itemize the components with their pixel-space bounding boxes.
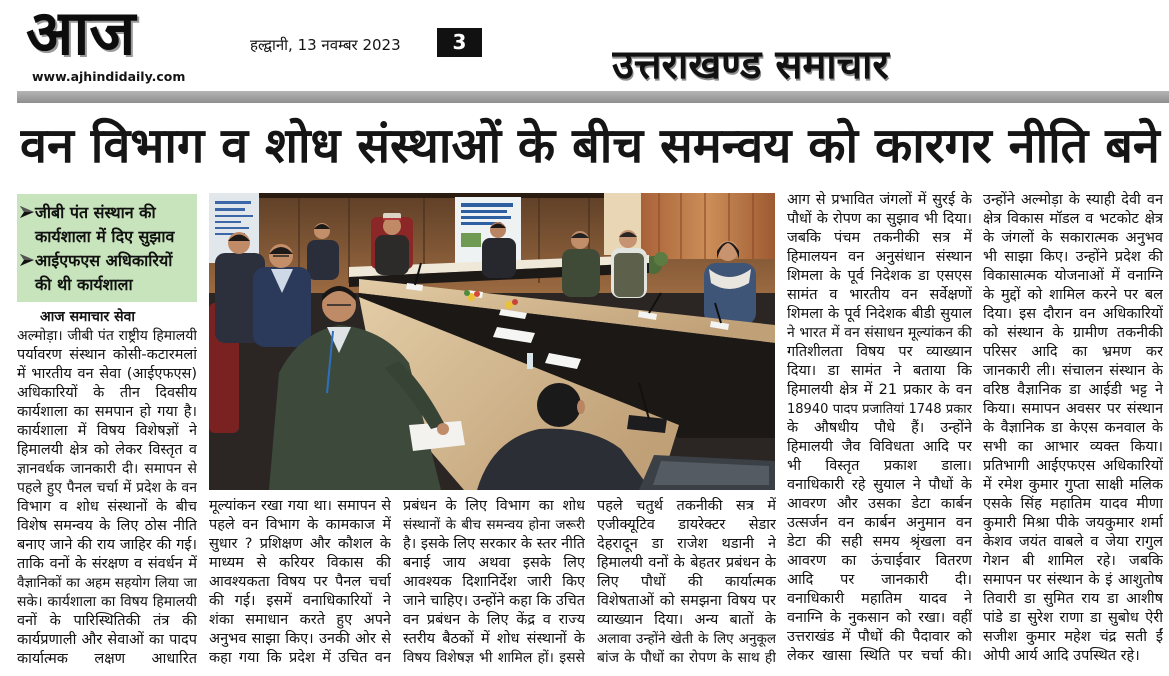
text-line: तिवारी डा सुमित राय डा आशीष bbox=[983, 591, 1163, 607]
dateline bbox=[250, 34, 430, 56]
text-line: कार्यशाला का समपान हो गया है। bbox=[17, 404, 197, 420]
text-line: स्तरीय बैठकों में शोध संस्थानों के bbox=[403, 631, 585, 647]
text-line: उत्सर्जन वन कार्बन अनुमान वन bbox=[787, 515, 972, 531]
text-line: ज्ञानवर्धक जानकारी दी। समापन से bbox=[17, 461, 197, 477]
text-line: के औषधीय पौधे हैं। उन्होंने bbox=[787, 420, 972, 436]
text-line: के वैज्ञानिक डा केएस कनवाल के bbox=[983, 420, 1163, 436]
text-line: ने भारत में वन संसाधन मूल्यांकन की bbox=[787, 325, 972, 341]
conference-room-photo bbox=[209, 193, 775, 490]
text-line: हिमालयन वन अनुसंधान संस्थान bbox=[787, 249, 972, 265]
masthead-divider-bar bbox=[17, 91, 1169, 103]
text-line: अलावा उन्होंने खेती के लिए अनुकूल bbox=[597, 631, 776, 647]
page-number: 3 bbox=[452, 30, 467, 54]
text-line: आवश्यकता विषय पर पैनल चर्चा bbox=[209, 574, 391, 590]
highlight-text: आईएफएस अधिकारियों bbox=[35, 251, 173, 270]
highlight-item-continued bbox=[17, 273, 195, 297]
text-line: शिमला के पूर्व निदेशक डा एसएस bbox=[787, 268, 972, 284]
text-line: में रमेश कुमार गुप्ता साक्षी मलिक bbox=[983, 477, 1163, 493]
text-line: हिमालयी वनों के बेहतर प्रबंधन के bbox=[597, 555, 776, 571]
logo-text: आज bbox=[26, 0, 136, 66]
text-line: वनाधिकारी रहे सुयाल ने पौधों के bbox=[787, 477, 972, 493]
text-line: बनाई जाय अथवा इसके लिए bbox=[403, 555, 585, 571]
text-line: क्षेत्र विकास मॉडल व भटकोट क्षेत्र bbox=[983, 211, 1163, 227]
text-line: पर्यावरण संस्थान कोसी-कटारमलां bbox=[17, 347, 197, 363]
text-line: बनाए जाने की राय जाहिर की गई। bbox=[17, 537, 197, 553]
arrow-bullet-icon bbox=[19, 250, 35, 264]
text-line: पहले वन विभाग के कामकाज में bbox=[209, 517, 391, 533]
dateline-text: हल्द्वानी, 13 नवम्बर 2023 bbox=[250, 36, 401, 54]
text-line: विकासात्मक योजनाओं में वनाग्नि bbox=[983, 268, 1163, 284]
highlight-box bbox=[17, 194, 197, 302]
text-line: 18940 पादप प्रजातियां 1748 प्रकार bbox=[787, 402, 972, 417]
text-line: समापन पर संस्थान के इं आशुतोष bbox=[983, 572, 1163, 588]
highlight-item bbox=[17, 249, 195, 273]
text-line: देहरादून डा राजेश थडानी ने bbox=[597, 536, 776, 552]
text-line: वनाधिकारी महातिम यादव ने bbox=[787, 591, 972, 607]
text-line: लिए पौधों की कार्यात्मक bbox=[597, 574, 776, 590]
text-line: आवरण और उसका डेटा कार्बन bbox=[787, 496, 972, 512]
text-line: गेशन बी शामिल रहे। जबकि bbox=[983, 553, 1163, 569]
arrow-bullet-icon bbox=[19, 202, 35, 216]
text-line: सजीश कुमार महेश चंद्र सती ईं bbox=[983, 629, 1163, 645]
text-line: विभाग व शोध संस्थानों के बीच bbox=[17, 499, 197, 515]
text-line: भी साझा किए। उन्होंने प्रदेश की bbox=[983, 249, 1163, 265]
text-line: एसके सिंह महातिम यादव मीणा bbox=[983, 496, 1163, 512]
byline-text: आज समाचार सेवा bbox=[40, 309, 136, 325]
text-line: भी विस्तृत प्रकाश डाला। bbox=[787, 458, 972, 474]
text-line: दिया। डा सामंत ने बताया कि bbox=[787, 363, 972, 379]
text-line: को संस्थान के ग्रामीण तकनीकी bbox=[983, 325, 1163, 341]
section-title-text: उत्तराखण्ड समाचार bbox=[612, 42, 889, 88]
text-line: किया। समापन अवसर पर संस्थान bbox=[983, 401, 1163, 417]
website-url bbox=[32, 66, 188, 84]
text-line: वैज्ञानिकों का अहम सहयोग लिया जा bbox=[17, 575, 197, 591]
text-line: आदि पर जानकारी दी। bbox=[787, 572, 972, 588]
text-line: पहले हुए पैनल चर्चा में प्रदेश के वन bbox=[17, 480, 197, 496]
text-line: में भारतीय वन सेवा (आईएफएस) bbox=[17, 366, 197, 382]
text-line: वनाग्नि के नुकसान को रखा। वहीं bbox=[787, 610, 972, 626]
text-line: संस्थानों के बीच समन्वय होना जरूरी bbox=[403, 517, 585, 533]
text-line: जबकि पंचम तकनीकी सत्र में bbox=[787, 230, 972, 246]
headline bbox=[20, 106, 1162, 186]
text-line: कुमारी मिश्रा पीके जयकुमार शर्मा bbox=[983, 515, 1163, 531]
text-line: ओपी आर्य आदि उपस्थित रहे। bbox=[983, 648, 1140, 664]
text-line: विशेष समन्वय के लिए ठोस नीति bbox=[17, 518, 197, 534]
text-line: शिमला के पूर्व निदेशक बीडी सुयाल bbox=[787, 306, 972, 322]
text-line: पहले चतुर्थ तकनीकी सत्र में bbox=[597, 498, 776, 514]
text-line: हिमालयी क्षेत्र को लेकर विस्तृत व bbox=[17, 442, 197, 458]
text-line: कार्यशाला में विषय विशेषज्ञों ने bbox=[17, 423, 197, 439]
page-number-badge bbox=[437, 28, 482, 57]
text-line: कार्यात्मक लक्षण आधारित bbox=[17, 651, 197, 667]
text-line: सामंत व भारतीय वन सर्वेक्षणों bbox=[787, 287, 972, 303]
text-line: दिया। इस दौरान वन अधिकारियों bbox=[983, 306, 1163, 322]
text-line: एजीक्यूटिव डायरेक्टर सेडार bbox=[597, 517, 776, 533]
text-column-4 bbox=[597, 497, 776, 668]
text-line: कहा गया कि प्रदेश में उचित वन bbox=[209, 650, 391, 666]
text-line: जानकारी ली। संचालन संस्थान के bbox=[983, 363, 1163, 379]
text-line: की गई। इसमें वनाधिकारियों ने bbox=[209, 593, 391, 609]
text-line: सुधार ? प्रशिक्षण और कौशल के bbox=[209, 536, 391, 552]
highlight-item-continued bbox=[17, 225, 195, 249]
text-column-1 bbox=[17, 327, 197, 669]
text-line: सभी का आभार व्यक्त किया। bbox=[983, 439, 1163, 455]
headline-text: वन विभाग व शोध संस्थाओं के बीच समन्वय को कारगर नीति बने bbox=[20, 118, 1160, 174]
text-line: प्रबंधन के लिए विभाग का शोध bbox=[403, 498, 585, 514]
text-line: विषय विशेषज्ञ भी शामिल हों। इससे bbox=[403, 650, 585, 666]
text-line: कार्यप्रणाली और सेवाओं का पादप bbox=[17, 632, 197, 648]
text-line: आवरण का ऊंचाईवार वितरण bbox=[787, 553, 972, 569]
text-column-2 bbox=[209, 497, 391, 668]
text-line: आवश्यक दिशानिर्देश जारी किए bbox=[403, 574, 585, 590]
text-line: अनुभव साझा किए। उनकी ओर से bbox=[209, 631, 391, 647]
text-line: पांडे डा सुरेश राणा डा सुबोध ऐरी bbox=[983, 610, 1163, 626]
highlight-text: जीबी पंत संस्थान की bbox=[35, 203, 156, 222]
text-line: बांज के पौधों का रोपण के साथ ही bbox=[597, 650, 776, 666]
text-line: वरिष्ठ वैज्ञानिक डा आईडी भट्ट ने bbox=[983, 382, 1163, 398]
text-line: पौधों के रोपण का सुझाव भी दिया। bbox=[787, 211, 972, 227]
text-column-5 bbox=[787, 191, 972, 666]
text-line: व्याख्यान दिया। अन्य बातों के bbox=[597, 612, 776, 628]
text-line: लेकर खासा स्थिति पर चर्चा की। bbox=[787, 648, 972, 664]
text-line: वन प्रबंधन के लिए केंद्र व राज्य bbox=[403, 612, 585, 628]
text-line: मूल्यांकन रखा गया था। समापन से bbox=[209, 498, 391, 514]
text-line: वनों के पारिस्थितिकी तंत्र की bbox=[17, 613, 197, 629]
highlight-text: की थी कार्यशाला bbox=[35, 275, 133, 294]
text-line: अल्मोड़ा। जीबी पंत राष्ट्रीय हिमालयी bbox=[17, 328, 197, 344]
text-line: जाने चाहिए। उन्होंने कहा कि उचित bbox=[403, 593, 585, 609]
text-line: है। इसके लिए सरकार के स्तर नीति bbox=[403, 536, 585, 552]
text-line: डेटा की सही समय श्रृंखला वन bbox=[787, 534, 972, 550]
text-line: अधिकारियों के तीन दिवसीय bbox=[17, 385, 197, 401]
text-line: ताकि वनों के संरक्षण व संवर्धन में bbox=[17, 556, 197, 572]
highlight-text: कार्यशाला में दिए सुझाव bbox=[35, 227, 175, 246]
text-line: गतिशीलता विषय पर व्याख्यान bbox=[787, 344, 972, 360]
text-line: माध्यम से करियर विकास की bbox=[209, 555, 391, 571]
text-column-3 bbox=[403, 497, 585, 668]
text-line: विशेषताओं को समझना विषय पर bbox=[597, 593, 776, 609]
text-line: हिमालयी जैव विविधता आदि पर bbox=[787, 439, 972, 455]
text-line: उत्तराखंड में पौधों की पैदावार को bbox=[787, 629, 972, 645]
text-line: परिसर आदि का भ्रमण कर bbox=[983, 344, 1163, 360]
text-line: के जंगलों के सकारात्मक अनुभव bbox=[983, 230, 1163, 246]
text-line: हिमालयी क्षेत्र में 21 प्रकार के वन bbox=[787, 382, 972, 398]
text-line: आग से प्रभावित जंगलों में सुरई के bbox=[787, 192, 972, 208]
text-line: प्रतिभागी आईएफएस अधिकारियों bbox=[983, 458, 1163, 474]
website-text: www.ajhindidaily.com bbox=[32, 69, 186, 84]
newspaper-logo bbox=[26, 0, 188, 66]
highlight-item bbox=[17, 201, 195, 225]
byline bbox=[40, 306, 190, 326]
text-line: शंका समाधान करते हुए अपने bbox=[209, 612, 391, 628]
text-line: सके। कार्यशाला का विषय हिमालयी bbox=[17, 594, 197, 610]
section-title bbox=[612, 41, 946, 89]
text-line: के मुद्दों को शामिल करने पर बल bbox=[983, 287, 1163, 303]
text-line: केशव जयंत वाबले व जेया रागुल bbox=[983, 534, 1163, 550]
text-column-6 bbox=[983, 191, 1163, 666]
text-line: उन्होंने अल्मोड़ा के स्याही देवी वन bbox=[983, 192, 1163, 208]
